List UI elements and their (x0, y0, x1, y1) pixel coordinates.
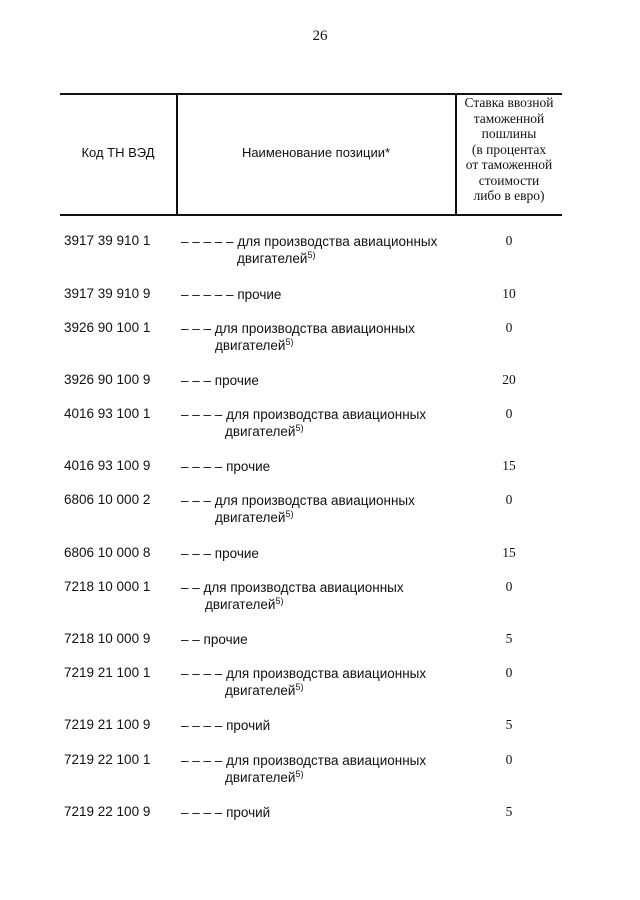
duty-rate: 0 (505, 492, 513, 507)
table-row (0, 233, 640, 277)
level-dashes: – – – (181, 546, 212, 561)
position-text: для производства авиационных (237, 234, 438, 249)
position-text-cont: двигателей (225, 424, 296, 439)
position-text-cont: двигателей (205, 597, 276, 612)
hs-code: 7219 21 100 9 (64, 717, 151, 732)
page-number: 26 (312, 28, 328, 44)
position-name (181, 233, 453, 267)
position-text: для производства авиационных (226, 666, 427, 681)
table-row (0, 406, 640, 450)
level-dashes: – – – – (181, 718, 223, 733)
position-text: прочие (214, 373, 259, 388)
hs-code: 7219 22 100 9 (64, 804, 151, 819)
footnote-ref: 5) (307, 250, 316, 260)
hs-code: 3917 39 910 9 (64, 286, 151, 301)
level-dashes: – – – – (181, 805, 223, 820)
table-row (0, 579, 640, 623)
duty-rate: 0 (505, 665, 513, 680)
level-dashes: – – – – (181, 459, 223, 474)
duty-rate: 15 (502, 545, 516, 560)
footnote-ref: 5) (295, 682, 304, 692)
duty-rate: 5 (505, 717, 513, 732)
hs-code: 3926 90 100 1 (64, 320, 151, 335)
position-text: для производства авиационных (203, 580, 404, 595)
position-text: для производства авиационных (214, 321, 415, 336)
position-name (181, 579, 453, 613)
position-name (181, 320, 453, 354)
header-rate-line: либо в евро) (473, 188, 545, 203)
hs-code: 7218 10 000 1 (64, 579, 151, 594)
position-text: прочие (203, 632, 248, 647)
position-name (181, 492, 453, 526)
hs-code: 7219 21 100 1 (64, 665, 151, 680)
table-row (0, 492, 640, 536)
level-dashes: – – – (181, 321, 212, 336)
position-name (181, 545, 453, 562)
header-rate-line: пошлины (481, 126, 537, 141)
position-text-cont: двигателей (225, 770, 296, 785)
position-text: для производства авиационных (214, 493, 415, 508)
position-text: прочий (226, 718, 271, 733)
level-dashes: – – – – – (181, 287, 234, 302)
hs-code: 6806 10 000 8 (64, 545, 151, 560)
position-text-cont: двигателей (225, 683, 296, 698)
position-name (181, 665, 453, 699)
hs-code: 4016 93 100 1 (64, 406, 151, 421)
position-name (181, 458, 453, 475)
level-dashes: – – – – (181, 753, 223, 768)
footnote-ref: 5) (285, 337, 294, 347)
position-name (181, 717, 453, 734)
footnote-ref: 5) (275, 596, 284, 606)
hs-code: 7218 10 000 9 (64, 631, 151, 646)
position-text-cont: двигателей (237, 251, 308, 266)
footnote-ref: 5) (295, 769, 304, 779)
level-dashes: – – (181, 580, 200, 595)
duty-rate: 20 (502, 372, 516, 387)
duty-rate: 5 (505, 804, 513, 819)
header-rate-line: Ставка ввозной (464, 95, 554, 110)
position-text: прочие (226, 459, 271, 474)
position-name (181, 752, 453, 786)
header-name: Наименование позиции* (241, 145, 391, 160)
header-rate-line: таможенной (473, 110, 545, 126)
level-dashes: – – – – (181, 666, 223, 681)
hs-code: 3917 39 910 1 (64, 233, 151, 248)
duty-rate: 0 (505, 579, 513, 594)
header-rate (456, 95, 562, 204)
level-dashes: – – – (181, 493, 212, 508)
hs-code: 4016 93 100 9 (64, 458, 151, 473)
position-text: прочие (214, 546, 259, 561)
hs-code: 7219 22 100 1 (64, 752, 151, 767)
position-text: для производства авиационных (226, 753, 427, 768)
duty-rate: 0 (505, 233, 513, 248)
duty-rate: 0 (505, 320, 513, 335)
table-row (0, 665, 640, 709)
duty-rate: 5 (505, 631, 513, 646)
position-name (181, 372, 453, 389)
hs-code: 6806 10 000 2 (64, 492, 151, 507)
duty-rate: 15 (502, 458, 516, 473)
level-dashes: – – – (181, 373, 212, 388)
position-name (181, 631, 453, 648)
duty-rate: 0 (505, 406, 513, 421)
level-dashes: – – – – (181, 407, 223, 422)
table-row (0, 752, 640, 796)
hs-code: 3926 90 100 9 (64, 372, 151, 387)
position-text: для производства авиационных (226, 407, 427, 422)
duty-rate: 10 (502, 286, 516, 301)
footnote-ref: 5) (285, 509, 294, 519)
table-row (0, 320, 640, 364)
header-rate-line: от таможенной (465, 157, 553, 172)
level-dashes: – – (181, 632, 200, 647)
position-text-cont: двигателей (215, 338, 286, 353)
position-text: прочий (226, 805, 271, 820)
header-rate-line: (в процентах (471, 141, 547, 157)
duty-rate: 0 (505, 752, 513, 767)
table-row (0, 804, 640, 848)
table-header-bottom-rule (60, 214, 562, 216)
position-text: прочие (237, 287, 282, 302)
position-name (181, 406, 453, 440)
header-rate-line: стоимости (478, 172, 540, 188)
footnote-ref: 5) (295, 423, 304, 433)
position-text-cont: двигателей (215, 510, 286, 525)
level-dashes: – – – – – (181, 234, 234, 249)
header-code: Код ТН ВЭД (81, 145, 155, 160)
position-name (181, 804, 453, 821)
position-name (181, 286, 453, 303)
